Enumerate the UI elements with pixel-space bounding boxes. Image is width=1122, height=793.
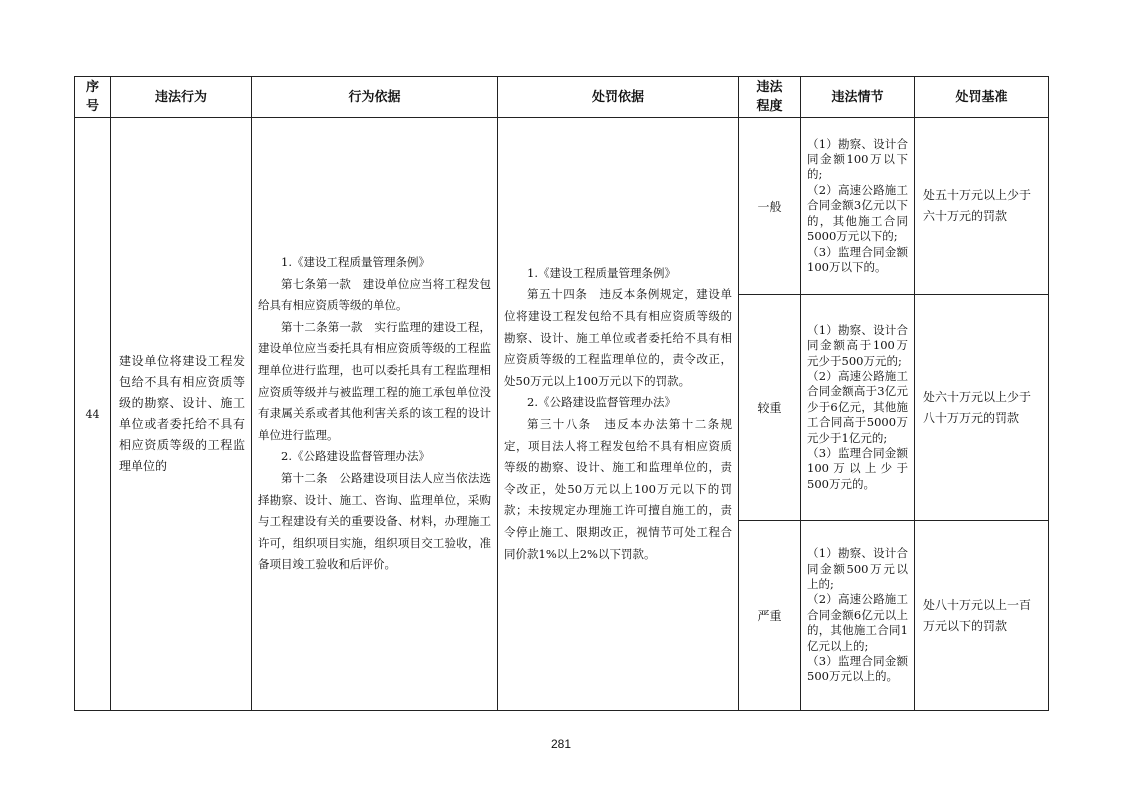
header-degree: 违法程度 (739, 77, 801, 118)
header-row (75, 77, 1049, 118)
punish-paragraph: 第五十四条 违反本条例规定，建设单位将建设工程发包给不具有相应资质等级的勘察、设计、施工单位或者委托给不具有相应资质等级的工程监理单位的，责令改正，处50万元以上100万元以下的罚款。 (504, 287, 732, 388)
penalty-table (74, 76, 1049, 711)
table-row (75, 118, 1049, 295)
degree-cell: 严重 (739, 521, 801, 711)
circumstance-cell (801, 521, 915, 711)
circumstance-line: （2）高速公路施工合同金额3亿元以下的，其他施工合同5000万元以下的; (807, 182, 908, 244)
header-act: 违法行为 (111, 77, 252, 118)
header-seq: 序号 (75, 77, 111, 118)
punish-paragraph: 2.《公路建设监督管理办法》 (527, 395, 676, 410)
header-standard: 处罚基准 (915, 77, 1049, 118)
header-circumstance: 违法情节 (801, 77, 915, 118)
punish-paragraph: 第三十八条 违反本办法第十二条规定，项目法人将工程发包给不具有相应资质等级的勘察、设计、施工和监理单位的，责令改正，处50万元以上100万元以下的罚款；未按规定办理施工许可擅自施工的，责令停止施工、限期改正，视情节可处工程合同价款1%以上2%以下罚款。 (504, 417, 732, 561)
circumstance-line: （2）高速公路施工合同金额高于3亿元少于6亿元，其他施工合同高于5000万元少于1亿元的; (807, 368, 908, 445)
circumstance-line: （2）高速公路施工合同金额6亿元以上的，其他施工合同1亿元以上的; (807, 592, 908, 653)
basis-paragraph: 第十二条 公路建设项目法人应当依法选择勘察、设计、施工、咨询、监理单位，采购与工程建设有关的重要设备、材料，办理施工许可，组织项目实施，组织项目交工验收，准备项目竣工验收和后评价。 (258, 470, 491, 572)
circumstance-cell (801, 295, 915, 521)
basis-paragraph: 第十二条第一款 实行监理的建设工程，建设单位应当委托具有相应资质等级的工程监理单位进行监理，也可以委托具有工程监理相应资质等级并与被监理工程的施工承包单位没有隶属关系或者其他利害关系的该工程的设计单位进行监理。 (258, 319, 491, 442)
circumstance-line: （1）勘察、设计合同金额100万以下的; (807, 136, 908, 182)
standard-cell: 处五十万元以上少于六十万元的罚款 (915, 118, 1049, 295)
row-act: 建设单位将建设工程发包给不具有相应资质等级的勘察、设计、施工单位或者委托给不具有相应资质等级的工程监理单位的 (111, 118, 252, 711)
circumstance-line: （3）监理合同金额500万元以上的。 (807, 654, 908, 684)
degree-cell: 一般 (739, 118, 801, 295)
header-punish: 处罚依据 (498, 77, 739, 118)
basis-paragraph: 2.《公路建设监督管理办法》 (281, 449, 430, 464)
row-punish (498, 118, 739, 711)
circumstance-line: （1）勘察、设计合同金额高于100万元少于500万元的; (807, 322, 908, 368)
row-seq: 44 (75, 118, 111, 711)
basis-paragraph: 1.《建设工程质量管理条例》 (281, 255, 430, 270)
degree-cell: 较重 (739, 295, 801, 521)
circumstance-line: （3）监理合同金额100万以上少于500万元的。 (807, 446, 908, 491)
page-number: 281 (550, 737, 572, 751)
circumstance-line: （1）勘察、设计合同金额500万元以上的; (807, 546, 908, 591)
standard-cell: 处六十万元以上少于八十万万元的罚款 (915, 295, 1049, 521)
basis-paragraph: 第七条第一款 建设单位应当将工程发包给具有相应资质等级的单位。 (258, 276, 491, 313)
circumstance-cell (801, 118, 915, 295)
row-basis (252, 118, 498, 711)
standard-cell: 处八十万元以上一百万元以下的罚款 (915, 521, 1049, 711)
circumstance-line: （3）监理合同金额100万以下的。 (807, 244, 908, 274)
punish-paragraph: 1.《建设工程质量管理条例》 (527, 265, 676, 280)
header-basis: 行为依据 (252, 77, 498, 118)
